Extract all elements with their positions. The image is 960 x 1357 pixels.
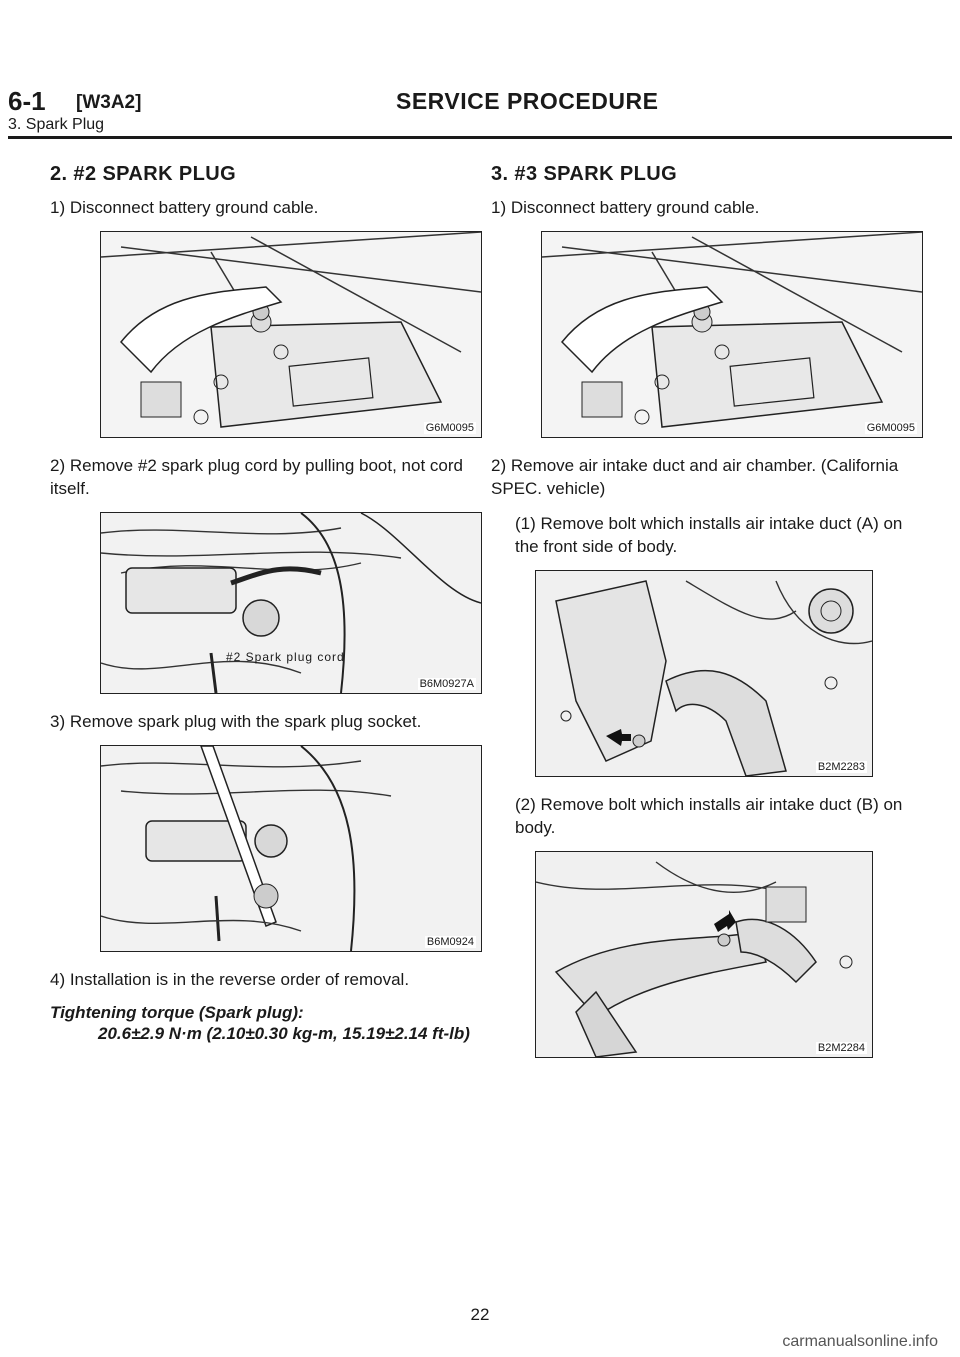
- watermark: carmanualsonline.info: [782, 1333, 938, 1350]
- spark-plug-cord-illustration: [101, 513, 481, 693]
- page-subtitle: 3. Spark Plug: [8, 116, 105, 133]
- left-step-4: 4) Installation is in the reverse order of removal.: [50, 970, 410, 989]
- figure-id: B2M2283: [817, 761, 865, 773]
- right-substep-2: (2) Remove bolt which installs air intake duct (B) on body.: [515, 795, 903, 837]
- heading-spark-plug-2: 2. #2 SPARK PLUG: [50, 163, 237, 185]
- figure-id: B6M0924: [426, 936, 474, 948]
- spark-plug-socket-illustration: [101, 746, 481, 951]
- right-step-1: 1) Disconnect battery ground cable.: [491, 198, 760, 217]
- battery-illustration: [542, 232, 922, 437]
- figure-spark-plug-socket: [100, 745, 482, 952]
- section-code: 6-1: [8, 86, 46, 116]
- figure-battery-cable: [100, 231, 482, 438]
- figure-battery-cable-right: [541, 231, 923, 438]
- figure-id: G6M0095: [425, 422, 474, 434]
- right-column: [491, 163, 923, 1074]
- figure-intake-duct-a: [535, 570, 873, 777]
- battery-illustration: [101, 232, 481, 437]
- left-column: [50, 163, 482, 1045]
- heading-spark-plug-3: 3. #3 SPARK PLUG: [491, 163, 678, 185]
- figure-spark-plug-cord: [100, 512, 482, 694]
- right-substep-1: (1) Remove bolt which installs air intake duct (A) on the front side of body.: [515, 514, 903, 556]
- left-step-3: 3) Remove spark plug with the spark plug socket.: [50, 712, 422, 731]
- page-title: SERVICE PROCEDURE: [396, 88, 659, 114]
- left-step-2: 2) Remove #2 spark plug cord by pulling boot, not cord itself.: [50, 456, 463, 498]
- intake-duct-b-illustration: [536, 852, 872, 1057]
- section-ref: [W3A2]: [76, 92, 142, 113]
- figure-id: B2M2284: [817, 1042, 865, 1054]
- figure-intake-duct-b: [535, 851, 873, 1058]
- page-number: 22: [470, 1305, 490, 1324]
- torque-value: 20.6±2.9 N·m (2.10±0.30 kg-m, 15.19±2.14 ft-lb): [98, 1024, 470, 1043]
- intake-duct-a-illustration: [536, 571, 872, 776]
- torque-heading: Tightening torque (Spark plug):: [50, 1003, 304, 1022]
- figure-id: B6M0927A: [419, 678, 474, 690]
- callout-spark-plug-cord: #2 Spark plug cord: [226, 650, 345, 664]
- figure-id: G6M0095: [866, 422, 915, 434]
- left-step-1: 1) Disconnect battery ground cable.: [50, 198, 319, 217]
- header-rule: [8, 136, 952, 139]
- right-step-2: 2) Remove air intake duct and air chamber. (California SPEC. vehicle): [491, 456, 899, 498]
